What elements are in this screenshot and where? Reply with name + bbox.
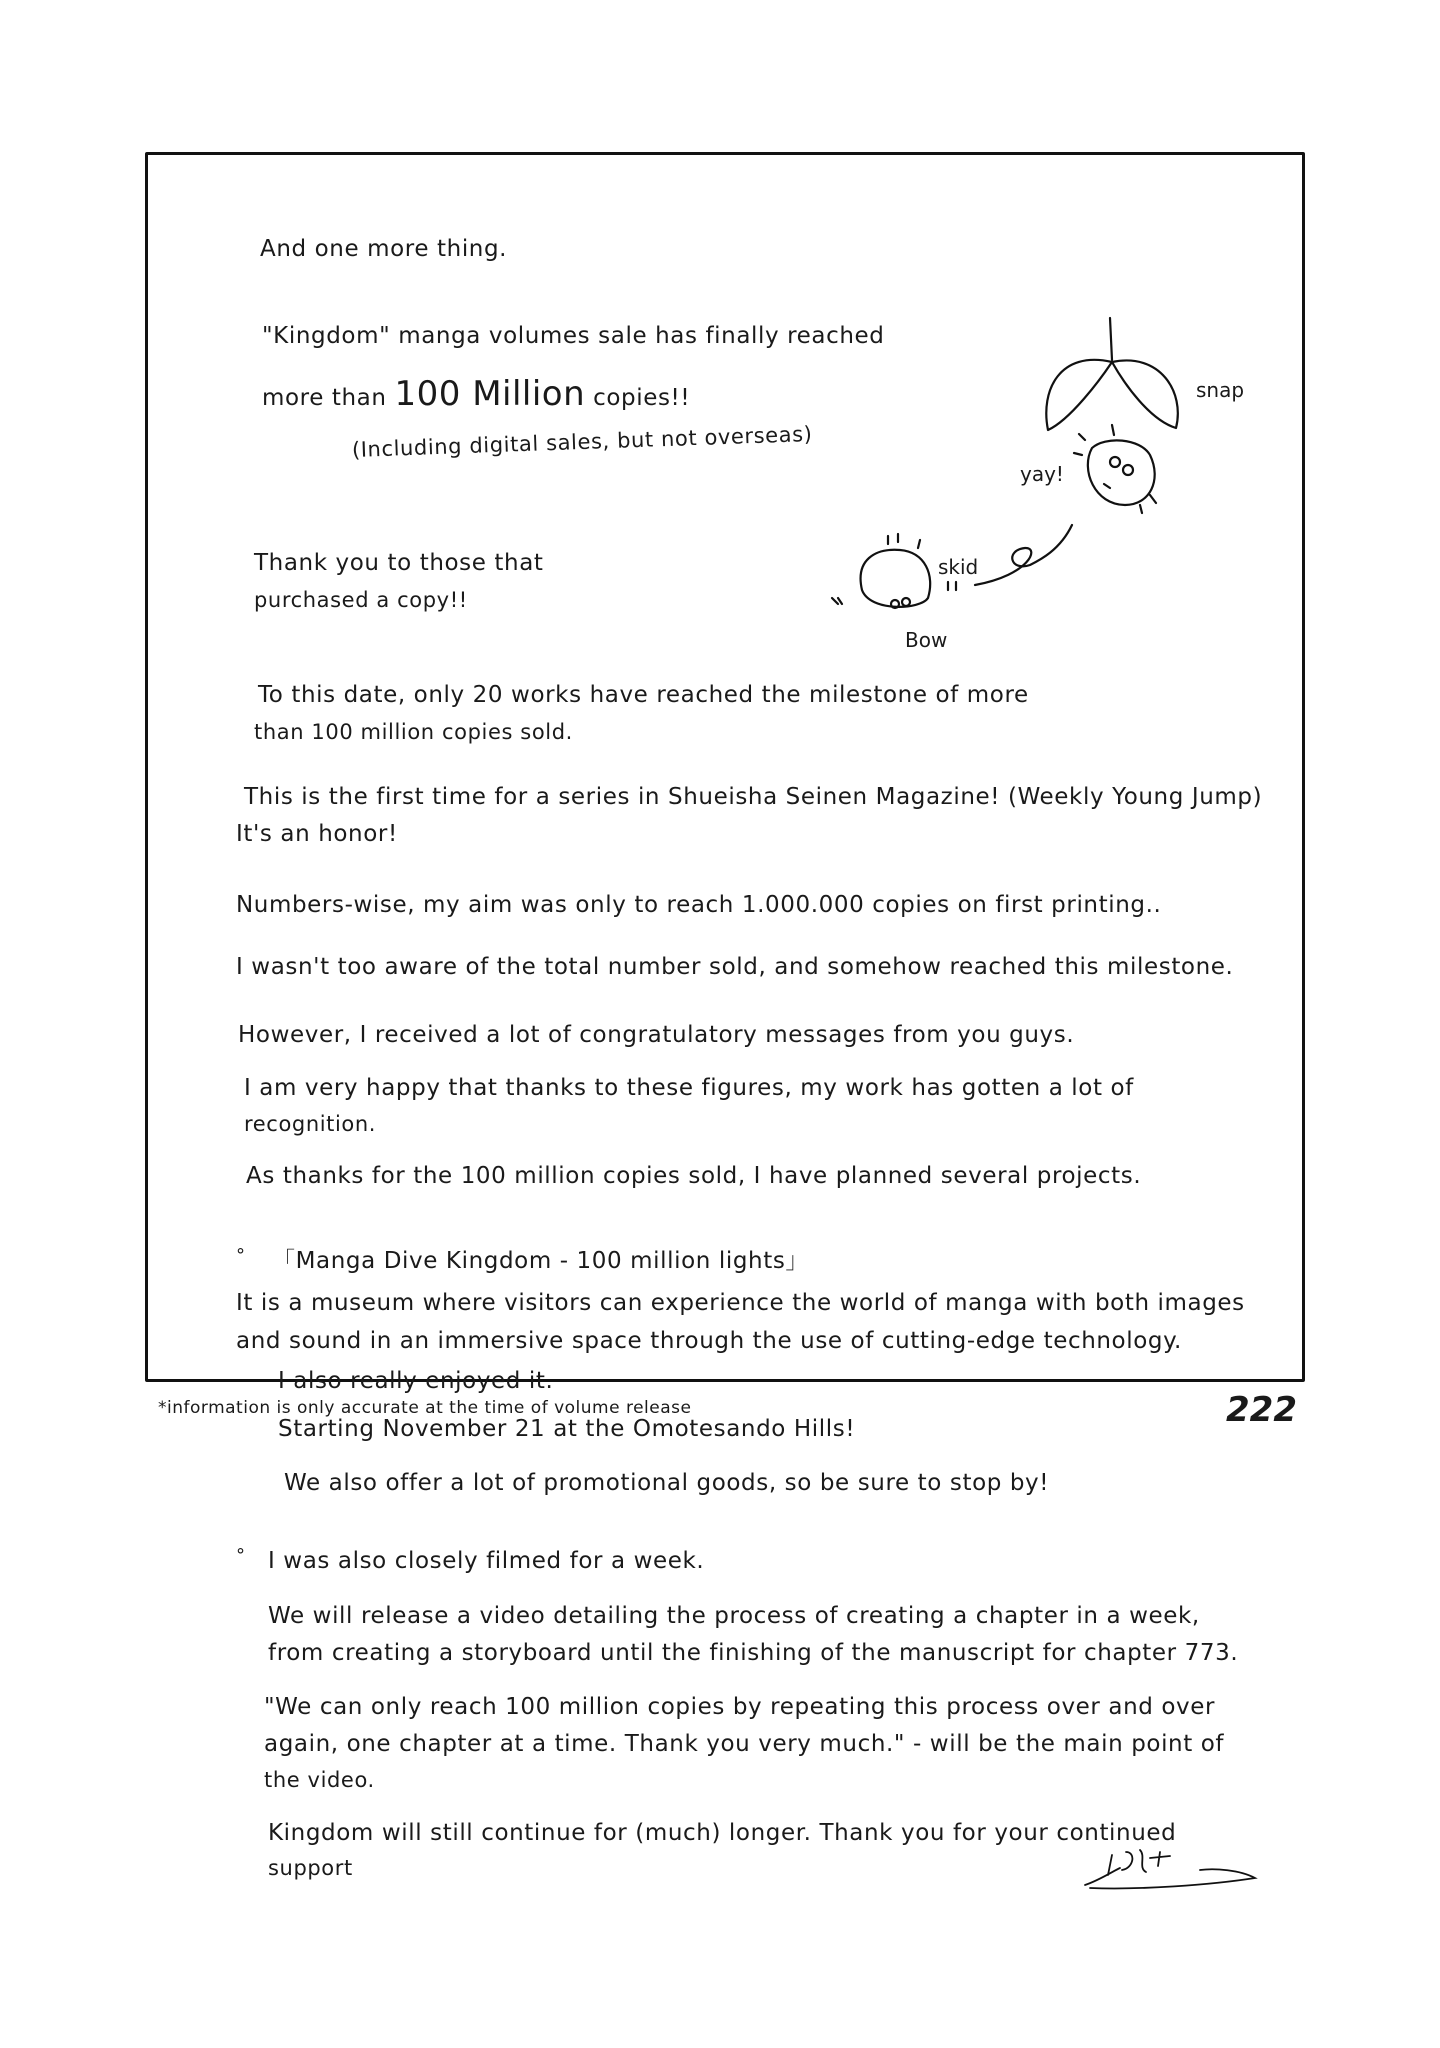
footnote: *information is only accurate at the time of volume release [158, 1398, 692, 1418]
text-line: from creating a storyboard until the finishing of the manuscript for chapter 773. [268, 1640, 1239, 1666]
text-line: It is a museum where visitors can experience the world of manga with both images [236, 1290, 1245, 1316]
text-line: "Kingdom" manga volumes sale has finally reached [262, 323, 885, 349]
text-line: I am very happy that thanks to these figures, my work has gotten a lot of [244, 1075, 1134, 1101]
sfx-skid: skid [938, 555, 979, 579]
text-heading: 「Manga Dive Kingdom - 100 million lights」 [272, 1248, 810, 1274]
text-line: and sound in an immersive space through the use of cutting-edge technology. [236, 1328, 1182, 1354]
text-line: This is the first time for a series in Shueisha Seinen Magazine! (Weekly Young Jump) [244, 784, 1263, 810]
page-number: 222 [1226, 1390, 1297, 1430]
text-line: Numbers-wise, my aim was only to reach 1.000.000 copies on first printing.. [236, 892, 1162, 918]
text-line: the video. [264, 1768, 375, 1792]
text-line: again, one chapter at a time. Thank you very much." - will be the main point of [264, 1731, 1225, 1757]
text-line: I also really enjoyed it. [278, 1368, 554, 1394]
text-line: I wasn't too aware of the total number sold, and somehow reached this milestone. [236, 954, 1234, 980]
text-note: (Including digital sales, but not overseas) [351, 421, 813, 462]
text-copies: copies!! [593, 385, 691, 411]
sfx-snap: snap [1196, 378, 1245, 402]
text-line: support [268, 1856, 353, 1880]
text-line: We also offer a lot of promotional goods, so be sure to stop by! [284, 1470, 1050, 1496]
text-line: Starting November 21 at the Omotesando Hills! [278, 1416, 856, 1442]
text-line: As thanks for the 100 million copies sold, I have planned several projects. [246, 1163, 1142, 1189]
text-line: Kingdom will still continue for (much) longer. Thank you for your continued [268, 1820, 1177, 1846]
sfx-bow: Bow [905, 628, 948, 652]
text-100-million: 100 Million [394, 374, 586, 414]
bullet-icon: ° [236, 1245, 245, 1266]
text-line: However, I received a lot of congratulatory messages from you guys. [238, 1022, 1075, 1048]
text-heading: I was also closely filmed for a week. [268, 1548, 705, 1574]
sfx-yay: yay! [1020, 462, 1064, 486]
text-line: "We can only reach 100 million copies by repeating this process over and over [264, 1694, 1216, 1720]
text-more-than: more than [262, 385, 387, 411]
text-line: purchased a copy!! [254, 588, 468, 612]
text-line: It's an honor! [236, 821, 398, 847]
bullet-icon: ° [236, 1545, 245, 1566]
text-line: And one more thing. [260, 236, 508, 262]
text-line: We will release a video detailing the process of creating a chapter in a week, [268, 1603, 1200, 1629]
text-line: To this date, only 20 works have reached the milestone of more [258, 682, 1029, 708]
text-line: than 100 million copies sold. [254, 720, 573, 744]
text-line: recognition. [244, 1112, 377, 1136]
text-line: Thank you to those that [254, 550, 544, 576]
